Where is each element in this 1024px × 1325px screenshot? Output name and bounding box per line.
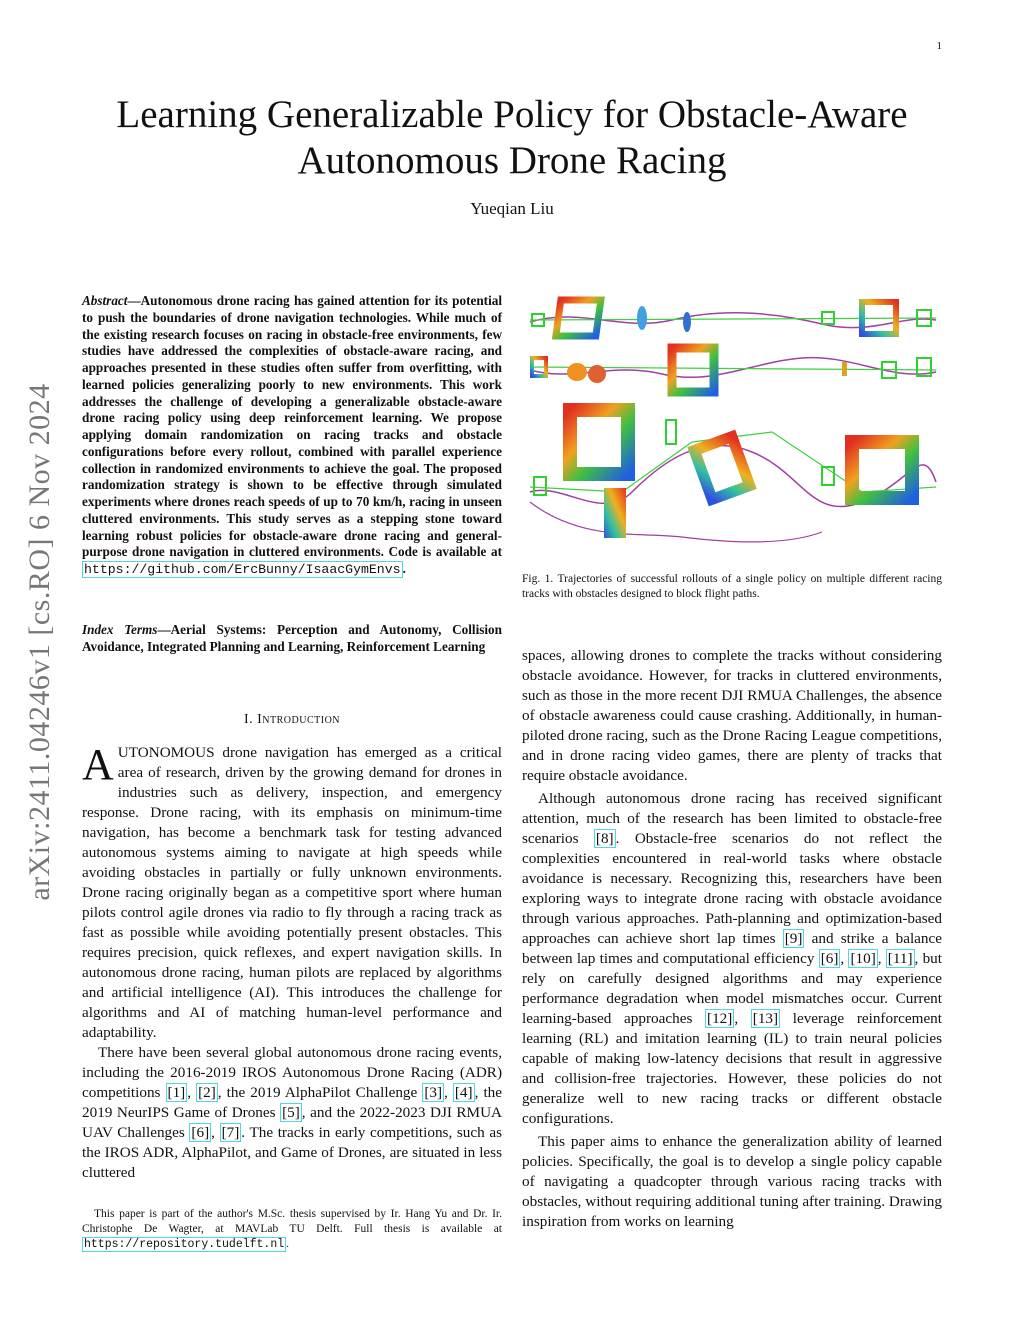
index-terms <box>82 622 502 656</box>
footnote-text: This paper is part of the author's M.Sc. thesis supervised by Ir. Hang Yu and Dr. Ir. Christophe De Wagter, at MAVLab TU Delft. Full thesis is available at <box>82 1208 502 1235</box>
trajectory-figure <box>522 292 942 554</box>
track-3 <box>530 410 936 542</box>
arxiv-sidebar <box>20 354 60 929</box>
section-heading: I. Introduction <box>243 712 341 727</box>
right-p2-a: Although autonomous drone racing has received significant attention, much of the research has been limited to obstacle-free scenarios <box>522 790 942 847</box>
index-terms-text: —Aerial Systems: Perception and Autonomy, Collision Avoidance, Integrated Planning and Learning, Reinforcement Learning <box>82 622 502 654</box>
footnote <box>82 1207 502 1252</box>
citation-1[interactable]: [1] <box>167 1084 186 1101</box>
page-number: 1 <box>936 40 942 52</box>
citation-3[interactable]: [3] <box>424 1084 443 1101</box>
right-paragraph-2: Although autonomous drone racing has received significant attention, much of the research has been limited to obstacle-free scenarios [8] . Obstacle-free scenarios do not reflect the complexities encountered in real-world tasks where obstacle avoidance is necessary. Recognizing this, researchers have been exploring ways to integrate drone racing with obstacle avoidance through various approaches. Path-planning and optimization-based approaches can achieve short lap times [9] and strike a balance between lap times and computational efficiency [6] , [10] , [11] , but rely on carefully designed algorithms and may experience performance degradation when model mismatches occur. Current learning-based approaches [12] , [13] leverage reinforcement learning (RL) and imitation learning (IL) to train neural policies capable of making low-latency decisions that result in aggressive and collision-free trajectories. However, these policies do not generalize well to new racing tracks or different obstacle configurations. <box>522 790 942 1127</box>
citation-11[interactable]: [11] <box>887 950 913 967</box>
track-2 <box>530 348 936 392</box>
abstract-label: Abstract <box>82 293 128 308</box>
intro-p2-b: , the 2019 AlphaPilot Challenge <box>217 1084 423 1101</box>
citation-6b[interactable]: [6] <box>820 950 839 967</box>
citation-12[interactable]: [12] <box>707 1010 733 1027</box>
drop-cap: A <box>82 740 114 789</box>
abstract <box>82 293 502 579</box>
right-paragraph-1: spaces, allowing drones to complete the tracks without considering obstacle avoidance. However, for tracks in cluttered environments, such as those in the more recent DJI RMUA Challenges, the absence of obstacle awareness could cause crashing. Additionally, in human-piloted drone racing, such as the Drone Racing League competitions, and in drone racing video games, there are plenty of tracks that require obstacle avoidance. <box>522 647 942 784</box>
footnote-paragraph <box>82 1207 502 1252</box>
code-link[interactable]: https://github.com/ErcBunny/IsaacGymEnvs <box>84 562 401 577</box>
citation-2[interactable]: [2] <box>198 1084 216 1101</box>
footnote-end: . <box>286 1238 290 1250</box>
right-p2-c: and strike a balance between lap times and computational efficiency <box>522 930 942 967</box>
intro-p2-c: , the 2019 NeurIPS Game of Drones <box>82 1084 502 1121</box>
intro-p2-d: , and the 2022-2023 DJI RMUA UAV Challenges <box>82 1104 502 1141</box>
paper-title <box>0 92 1024 184</box>
citation-7[interactable]: [7] <box>221 1124 240 1141</box>
index-terms-label: Index Terms <box>82 622 158 637</box>
intro-text <box>82 740 503 1183</box>
right-p2-e: leverage reinforcement learning (RL) and imitation learning (IL) to train neural policies capable of making low-latency decisions that result in aggressive and collision-free trajectories. However, these policies do not generalize well to new racing tracks or different obstacle configurations. <box>522 1010 942 1127</box>
title-line-2: Autonomous Drone Racing <box>297 139 727 182</box>
citation-13[interactable]: [13] <box>752 1010 779 1027</box>
intro-paragraph-2: There have been several global autonomous drone racing events, including the 2016-2019 IROS Autonomous Drone Racing (ADR) competitions [1] , [2] , the 2019 AlphaPilot Challenge [3] , [4] , the 2019 NeurIPS Game of Drones [5] , and the 2022-2023 DJI RMUA UAV Challenges [6] , [7] . The tracks in early competitions, such as the IROS ADR, AlphaPilot, and Game of Drones, are situated in less cluttered <box>82 1044 503 1181</box>
figure-1 <box>522 292 942 554</box>
citation-10[interactable]: [10] <box>850 950 876 967</box>
intro-paragraph-1 <box>82 740 502 1043</box>
citation-9[interactable]: [9] <box>784 930 803 947</box>
thesis-link[interactable]: https://repository.tudelft.nl <box>84 1238 285 1251</box>
title-line-1: Learning Generalizable Policy for Obstacle-Aware <box>116 93 908 136</box>
figure-caption: Fig. 1. Trajectories of successful rollouts of a single policy on multiple different racing tracks with obstacles designed to block flight paths. <box>522 573 942 600</box>
intro-p2-e: . The tracks in early competitions, such as the IROS ADR, AlphaPilot, and Game of Drones, are situated in less cluttered <box>82 1124 503 1181</box>
intro-p1-text: UTONOMOUS drone navigation has emerged as a critical area of research, driven by the growing demand for drones in industries such as delivery, inspection, and emergency response. Drone racing, with its emphasis on minimum-time navigation, has become a benchmark task for testing advanced autonomous systems aiming to navigate at high speeds while avoiding obstacles in partially or fully unknown environments. Drone racing originally began as a competitive sport where human pilots control agile drones via radio to fly through a racing track as fast as possible while avoiding potentially present obstacles. This requires precision, quick reflexes, and expert navigation skills. In autonomous drone racing, human pilots are replaced by algorithms and artificial intelligence (AI). This introduces the challenge for algorithms and AI of matching human-level performance and adaptability. <box>82 744 502 1041</box>
right-paragraph-3: This paper aims to enhance the generalization ability of learned policies. Specifically, the goal is to develop a single policy capable of navigating a quadcopter through various racing tracks with obstacles, without requiring additional tuning after training. Drawing inspiration from works on learning <box>522 1133 942 1230</box>
citation-5[interactable]: [5] <box>282 1104 300 1121</box>
abstract-end: . <box>402 561 406 576</box>
author: Yueqian Liu <box>470 199 554 218</box>
arxiv-id: arXiv:2411.04246v1 [cs.RO] 6 Nov 2024 <box>23 382 56 901</box>
track-1 <box>530 300 936 336</box>
right-column-text <box>522 646 942 1232</box>
citation-6[interactable]: [6] <box>191 1124 210 1141</box>
right-p2-b: . Obstacle-free scenarios do not reflect the complexities encountered in real-world tasks where obstacle avoidance is necessary. Recognizing this, researchers have been exploring ways to integrate drone racing with obstacle avoidance through various approaches. Path-planning and optimization-based approaches can achieve short lap times <box>522 830 942 947</box>
intro-p2-a: There have been several global autonomous drone racing events, including the 2016-2019 IROS Autonomous Drone Racing (ADR) competitions <box>82 1044 502 1101</box>
abstract-text: —Autonomous drone racing has gained attention for its potential to push the boundaries of drone navigation technologies. While much of the existing research focuses on racing in obstacle-free environments, few studies have addressed the complexities of obstacle-aware racing, and approaches presented in these studies often suffer from overfitting, with learned policies generalizing poorly to new environments. This work addresses the challenge of developing a generalizable obstacle-aware drone racing policy using deep reinforcement learning. We propose applying domain randomization on racing tracks and obstacle configurations before every rollout, combined with parallel experience collection in randomized environments to achieve the goal. The proposed randomization strategy is shown to be effective through simulated experiments where drones reach speeds of up to 70 km/h, racing in unseen cluttered environments. This study serves as a stepping stone toward learning robust policies for obstacle-aware drone racing and general-purpose drone navigation in cluttered environments. Code is available at <box>82 293 502 560</box>
citation-4[interactable]: [4] <box>454 1084 473 1101</box>
citation-8[interactable]: [8] <box>595 830 614 847</box>
right-p2-d: , but rely on carefully designed algorithms and may experience performance degradation when model mismatches occur. Current learning-based approaches <box>522 950 942 1027</box>
